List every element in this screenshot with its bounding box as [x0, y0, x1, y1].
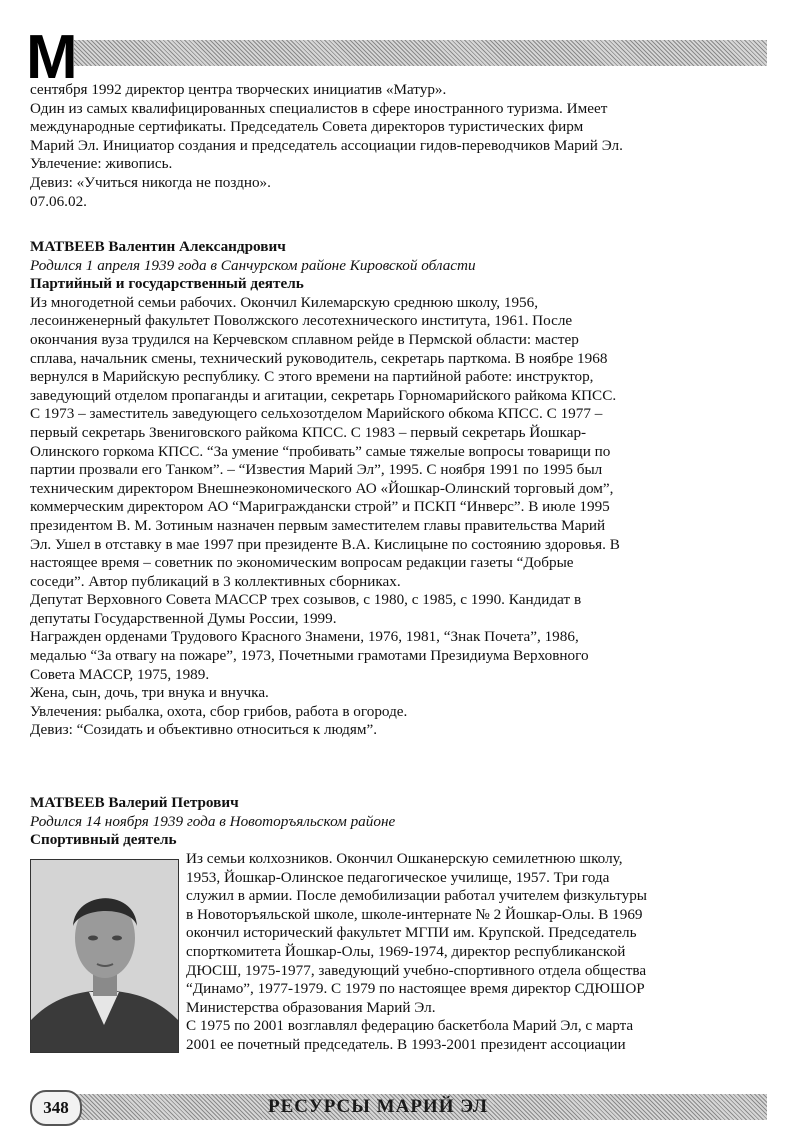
entry-birth: Родился 1 апреля 1939 года в Санчурском районе Кировской области: [30, 256, 476, 274]
portrait-photo: [30, 859, 179, 1053]
text-line: 1953, Йошкар-Олинское педагогическое училище, 1957. Три года: [186, 868, 610, 886]
text-line: Марий Эл. Инициатор создания и председатель ассоциации гидов-переводчиков Марий Эл.: [30, 136, 623, 154]
text-line: сентября 1992 директор центра творческих инициатив «Матур».: [30, 81, 447, 98]
text-line: депутаты Государственной Думы России, 1999.: [30, 609, 337, 627]
text-line: заведующий отделом пропаганды и агитации, секретарь Горномарийского райкома КПСС.: [30, 386, 617, 404]
text-line: Награжден орденами Трудового Красного Знамени, 1976, 1981, “Знак Почета”, 1986,: [30, 628, 579, 646]
text-line: С 1975 по 2001 возглавлял федерацию баскетбола Марий Эл, с марта: [186, 1017, 634, 1035]
text-line: “Динамо”, 1977-1979. С 1979 по настоящее время директор СДЮШОР: [186, 980, 645, 998]
text-line: окончания вуза трудился на Керчевском сплавном рейде в Пермской области: мастер: [30, 330, 579, 348]
text-line: настоящее время – советник по экономическим вопросам редакции газеты “Добрые: [30, 554, 574, 572]
text-line: международные сертификаты. Председатель Совета директоров туристических фирм: [30, 118, 584, 136]
text-line: служил в армии. После демобилизации работал учителем физкультуры: [186, 887, 648, 905]
text-line: Министерства образования Марий Эл.: [186, 998, 436, 1016]
text-line: Депутат Верховного Совета МАССР трех созывов, с 1980, с 1985, с 1990. Кандидат в: [30, 591, 582, 609]
entry-matveev-valery: [30, 794, 771, 850]
entry-name: МАТВЕЕВ Валентин Александрович: [30, 238, 286, 255]
text-line: ДЮСШ, 1975-1977, заведующий учебно-спортивного отдела общества: [186, 961, 647, 979]
text-line: Девиз: «Учиться никогда не поздно».: [30, 173, 271, 191]
text-line: сплава, начальник смены, технический руководитель, секретарь парткома. В ноябре 1968: [30, 349, 608, 367]
text-line: соседи”. Автор публикаций в 3 коллективных сборниках.: [30, 572, 401, 590]
text-line: коммерческим директором АО “Мариграждански строй” и ПСКП “Инверс”. В июле 1995: [30, 498, 610, 516]
text-line: С 1973 – заместитель заведующего сельхозотделом Марийского обкома КПСС. С 1977 –: [30, 405, 603, 423]
text-line: партии прозвали его Танком”. – “Известия Марий Эл”, 1995. С ноября 1991 по 1995 был: [30, 461, 603, 479]
entry-role: Партийный и государственный деятель: [30, 275, 304, 293]
entry-matveev-valentin: [30, 238, 771, 740]
entry-birth: Родился 14 ноября 1939 года в Новоторъяльском районе: [30, 812, 396, 830]
text-line: Эл. Ушел в отставку в мае 1997 при президенте В.А. Кислицыне по состоянию здоровья. В: [30, 535, 620, 553]
text-line: Увлечения: рыбалка, охота, сбор грибов, работа в огороде.: [30, 702, 408, 720]
text-line: 07.06.02.: [30, 192, 87, 210]
entry-matveev-valery-text: [186, 850, 647, 1055]
header-decorative-bar: [74, 40, 767, 66]
entry-role: Спортивный деятель: [30, 831, 177, 849]
text-line: Из семьи колхозников. Окончил Ошканерскую семилетнюю школу,: [186, 850, 623, 867]
text-line: Совета МАССР, 1975, 1989.: [30, 665, 210, 683]
text-line: первый секретарь Звениговского райкома КПСС. С 1983 – первый секретарь Йошкар-: [30, 423, 587, 441]
text-line: Один из самых квалифицированных специалистов в сфере иностранного туризма. Имеет: [30, 99, 608, 117]
portrait-image: [31, 860, 178, 1052]
section-letter: М: [26, 23, 76, 92]
text-line: медалью “За отвагу на пожаре”, 1973, Почетными грамотами Президиума Верховного: [30, 647, 589, 665]
text-line: лесоинженерный факультет Поволжского лесотехнического института, 1961. После: [30, 312, 573, 330]
text-line: президентом В. М. Зотиным назначен первым заместителем главы правительства Марий: [30, 516, 606, 534]
footer-title: РЕСУРСЫ МАРИЙ ЭЛ: [262, 1094, 494, 1120]
entry-name: МАТВЕЕВ Валерий Петрович: [30, 794, 239, 811]
text-line: 2001 ее почетный председатель. В 1993-2001 президент ассоциации: [186, 1035, 626, 1053]
text-line: окончил исторический факультет МГПИ им. Крупской. Председатель: [186, 924, 637, 942]
entry-prev-text: [30, 81, 771, 211]
page-number: 348: [30, 1090, 82, 1126]
text-line: спорткомитета Йошкар-Олы, 1969-1974, директор республиканской: [186, 942, 626, 960]
text-line: Жена, сын, дочь, три внука и внучка.: [30, 684, 269, 702]
text-line: в Новоторъяльской школе, школе-интернате № 2 Йошкар-Олы. В 1969: [186, 905, 643, 923]
text-line: Увлечение: живопись.: [30, 155, 173, 173]
text-line: техническим директором Внешнеэкономического АО «Йошкар-Олинский торговый дом”,: [30, 479, 614, 497]
text-line: Девиз: “Созидать и объективно относиться к людям”.: [30, 721, 377, 739]
text-line: вернулся в Марийскую республику. С этого времени на партийной работе: инструктор,: [30, 368, 594, 386]
text-line: Из многодетной семьи рабочих. Окончил Килемарскую среднюю школу, 1956,: [30, 293, 539, 311]
text-line: Олинского горкома КПСС. “За умение “пробивать” самые тяжелые вопросы товарищи по: [30, 442, 611, 460]
